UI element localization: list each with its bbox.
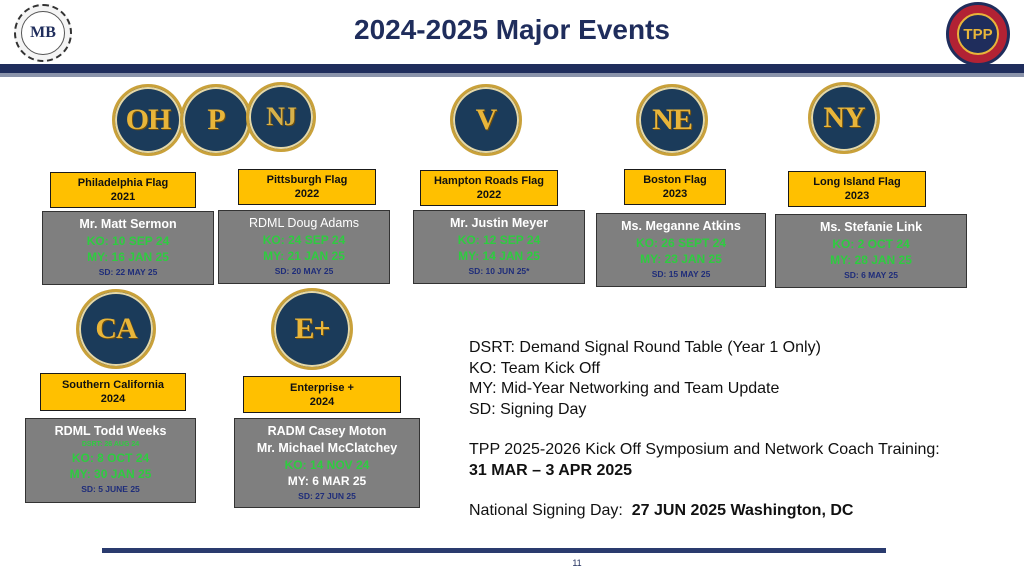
legend-ko: KO: Team Kick Off: [469, 359, 601, 377]
symposium-text: TPP 2025-2026 Kick Off Symposium and Network Coach Training:: [469, 441, 940, 458]
signing-date: SD: 27 JUN 25: [298, 491, 356, 501]
kickoff-date: KO: 26 SEPT 24: [635, 236, 727, 250]
lead-name: RDML Doug Adams: [249, 216, 359, 230]
lead-name: Ms. Meganne Atkins: [621, 219, 741, 233]
hampton-card: [413, 210, 585, 284]
page-title: 2024-2025 Major Events: [354, 14, 670, 45]
signing-day-line: [469, 501, 1009, 522]
pittsburgh-flag-label: [238, 169, 376, 205]
kickoff-date: KO: 8 OCT 24: [71, 451, 150, 465]
longisland-flag-label: [788, 171, 926, 207]
oh-badge-text: OH: [125, 103, 171, 136]
flag-name: Philadelphia Flag: [77, 177, 169, 189]
p-badge-text: P: [207, 103, 225, 136]
e-plus-badge-icon: [271, 288, 353, 370]
signing-date: SD: 15 MAY 25: [651, 269, 711, 279]
signing-day-value: 27 JUN 2025 Washington, DC: [631, 502, 854, 519]
legend-sd: SD: Signing Day: [469, 400, 587, 418]
ny-badge-text: NY: [823, 101, 865, 134]
flag-name: Southern California: [61, 379, 165, 391]
ca-badge-text: CA: [95, 312, 137, 345]
kickoff-date: KO: 24 SEP 24: [262, 233, 346, 247]
page-number: 11: [572, 558, 582, 568]
p-badge-icon: [180, 84, 252, 156]
flag-year: 2021: [110, 191, 136, 203]
philadelphia-flag-label: [50, 172, 196, 208]
ne-badge-text: NE: [652, 103, 692, 136]
v-badge-text: V: [475, 103, 497, 136]
signing-date: SD: 5 JUNE 25: [81, 484, 140, 494]
lead-name: Ms. Stefanie Link: [819, 220, 923, 234]
midyear-date: MY: 23 JAN 25: [640, 252, 722, 266]
ca-badge-icon: [76, 289, 156, 369]
enterprise-card: [234, 418, 420, 508]
header-divider-shadow: [0, 73, 1024, 77]
signing-day-label: National Signing Day:: [469, 502, 632, 519]
lead-name: RADM Casey Moton: [267, 424, 387, 438]
footer-divider: [102, 548, 886, 553]
flag-name: Long Island Flag: [813, 176, 901, 188]
lead-name: Mr. Matt Sermon: [79, 217, 177, 231]
flag-year: 2024: [309, 395, 335, 408]
oh-badge-icon: [112, 84, 184, 156]
flag-year: 2022: [294, 188, 320, 200]
socal-card: [25, 418, 196, 503]
flag-year: 2023: [662, 188, 688, 200]
nj-badge-icon: [246, 82, 316, 152]
flag-name: Boston Flag: [643, 174, 707, 186]
hampton-flag-label: [420, 170, 558, 206]
header-divider: [0, 64, 1024, 73]
nj-badge-text: NJ: [266, 102, 296, 131]
legend-my: MY: Mid-Year Networking and Team Update: [469, 380, 780, 397]
signing-date: SD: 20 MAY 25: [274, 266, 334, 276]
midyear-date: MY: 21 JAN 25: [263, 249, 345, 263]
midyear-date: MY: 14 JAN 25: [458, 249, 540, 263]
flag-year: 2024: [100, 393, 126, 405]
kickoff-date: KO: 2 OCT 24: [832, 237, 910, 251]
midyear-date: MY: 28 JAN 25: [830, 253, 912, 267]
pittsburgh-card: [218, 210, 390, 284]
signing-date: SD: 10 JUN 25*: [468, 266, 530, 276]
flag-name: Enterprise +: [290, 381, 354, 394]
kickoff-date: KO: 12 SEP 24: [457, 233, 541, 247]
tpp-logo-text: TPP: [963, 25, 993, 43]
midyear-date: MY: 6 MAR 25: [287, 474, 367, 488]
signing-date: SD: 22 MAY 25: [98, 267, 158, 277]
flag-year: 2022: [476, 189, 502, 201]
lead-name-2: Mr. Michael McClatchey: [256, 441, 398, 455]
legend-dsrt: DSRT: Demand Signal Round Table (Year 1 Only): [469, 339, 821, 356]
boston-flag-label: [624, 169, 726, 205]
midyear-date: MY: 30 JAN 25: [69, 467, 152, 481]
e-plus-badge-text: E+: [294, 312, 330, 345]
legend-block: [469, 338, 1009, 522]
enterprise-flag-label: [243, 376, 401, 413]
kickoff-date: KO: 14 NOV 24: [284, 458, 370, 472]
ny-badge-icon: [808, 82, 880, 154]
v-badge-icon: [450, 84, 522, 156]
midyear-date: MY: 16 JAN 25: [87, 250, 169, 264]
symposium-dates: 31 MAR – 3 APR 2025: [469, 461, 633, 479]
socal-flag-label: [40, 373, 186, 411]
boston-card: [596, 213, 766, 287]
signing-date: SD: 6 MAY 25: [844, 270, 898, 280]
ne-badge-icon: [636, 84, 708, 156]
flag-name: Pittsburgh Flag: [266, 174, 348, 186]
lead-name: Mr. Justin Meyer: [450, 216, 548, 230]
flag-name: Hampton Roads Flag: [433, 175, 544, 187]
dsrt-date: DSRT: 26 AUG 24: [81, 441, 140, 448]
flag-year: 2023: [844, 190, 870, 202]
longisland-card: [775, 214, 967, 288]
mb-logo-text: MB: [30, 24, 56, 41]
philadelphia-card: [42, 211, 214, 285]
kickoff-date: KO: 10 SEP 24: [86, 234, 170, 248]
tpp-logo: [946, 2, 1010, 66]
lead-name: RDML Todd Weeks: [54, 424, 167, 438]
